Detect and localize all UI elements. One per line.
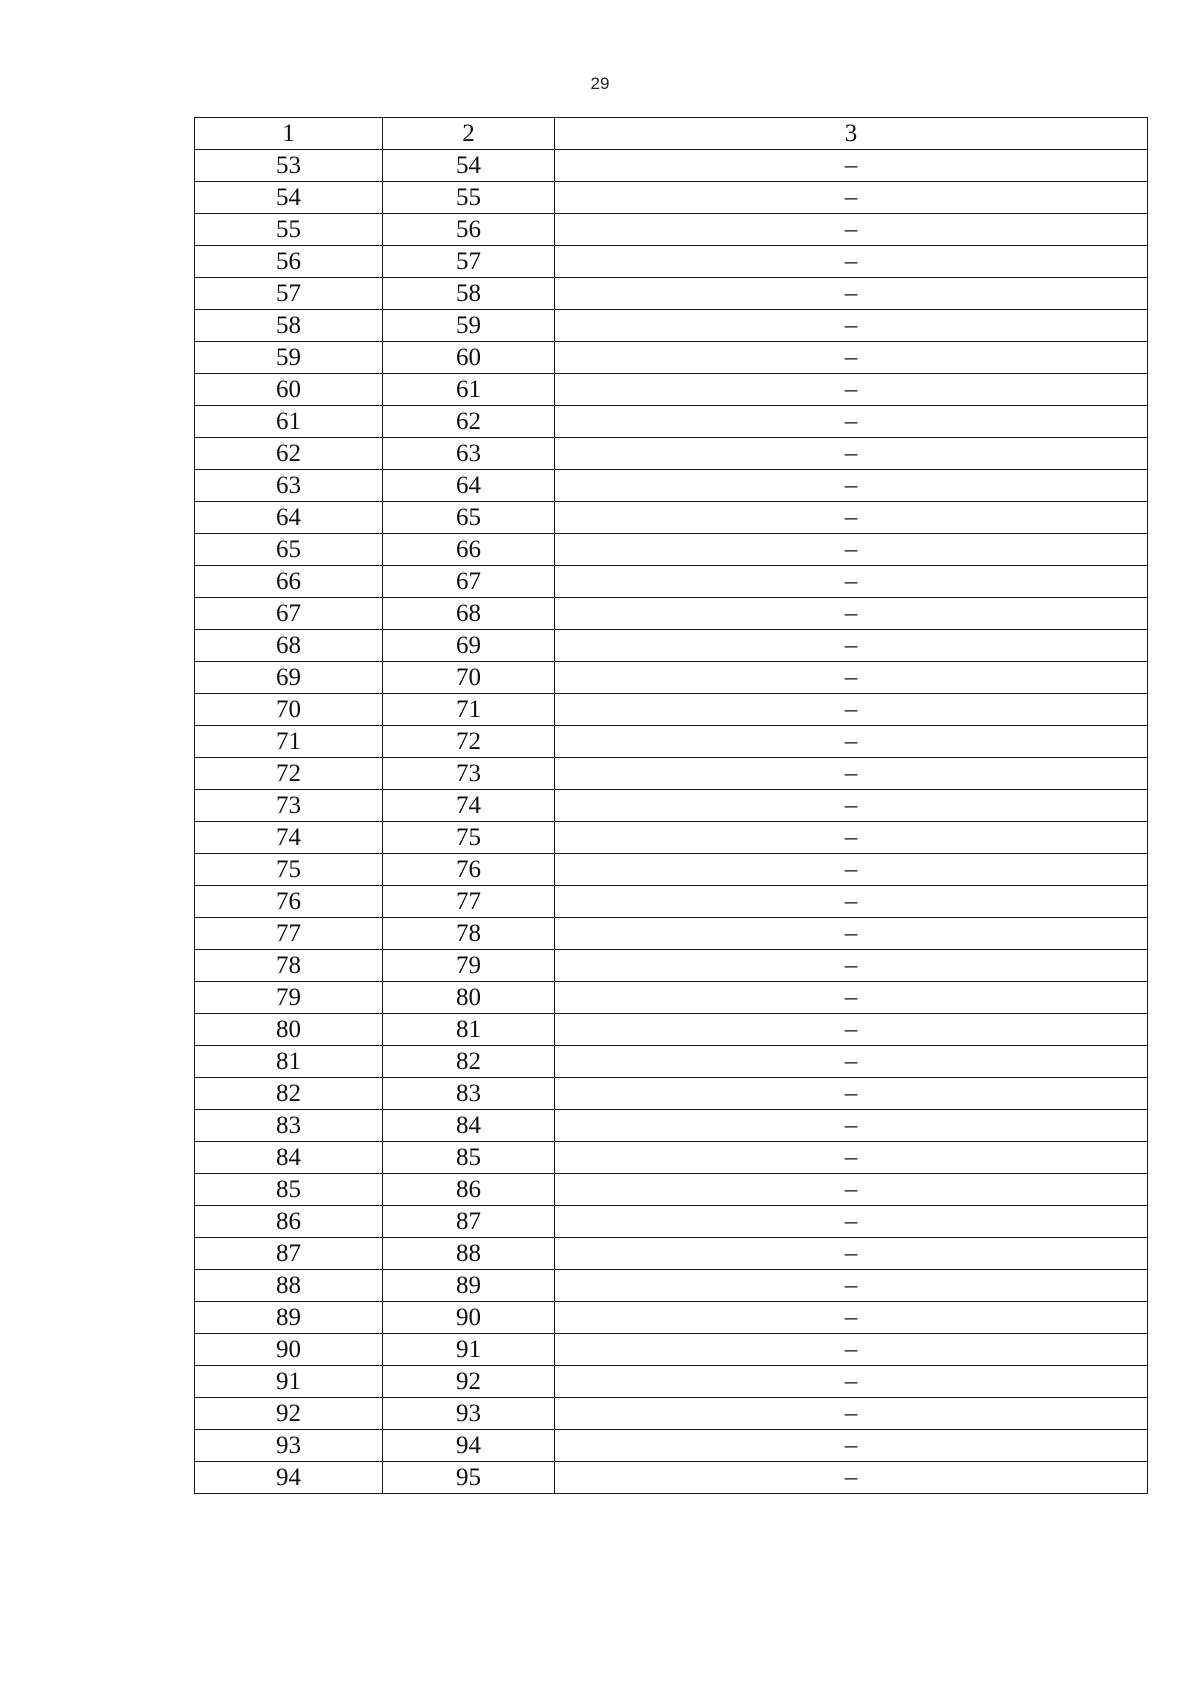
cell-col-3: –: [555, 630, 1148, 662]
table-row: [195, 1014, 1148, 1046]
cell-col-1: 81: [195, 1046, 383, 1078]
cell-col-3: –: [555, 1046, 1148, 1078]
cell-col-2: 90: [383, 1302, 555, 1334]
cell-col-3: –: [555, 534, 1148, 566]
cell-col-2: 66: [383, 534, 555, 566]
page-number: 29: [590, 74, 610, 93]
cell-col-2: 69: [383, 630, 555, 662]
cell-col-1: 67: [195, 598, 383, 630]
cell-col-3: –: [555, 502, 1148, 534]
table-row: [195, 342, 1148, 374]
cell-col-2: 85: [383, 1142, 555, 1174]
cell-col-1: 71: [195, 726, 383, 758]
cell-col-1: 76: [195, 886, 383, 918]
cell-col-3: –: [555, 1238, 1148, 1270]
cell-col-3: –: [555, 790, 1148, 822]
cell-col-3: –: [555, 1110, 1148, 1142]
cell-col-2: 76: [383, 854, 555, 886]
cell-col-2: 82: [383, 1046, 555, 1078]
column-header-3: 3: [555, 118, 1148, 150]
cell-col-2: 75: [383, 822, 555, 854]
cell-col-1: 55: [195, 214, 383, 246]
cell-col-3: –: [555, 406, 1148, 438]
cell-col-2: 59: [383, 310, 555, 342]
cell-col-1: 60: [195, 374, 383, 406]
cell-col-1: 93: [195, 1430, 383, 1462]
cell-col-1: 94: [195, 1462, 383, 1494]
cell-col-2: 74: [383, 790, 555, 822]
cell-col-3: –: [555, 374, 1148, 406]
cell-col-3: –: [555, 662, 1148, 694]
cell-col-2: 58: [383, 278, 555, 310]
table-row: [195, 1078, 1148, 1110]
cell-col-2: 86: [383, 1174, 555, 1206]
cell-col-3: –: [555, 470, 1148, 502]
cell-col-1: 61: [195, 406, 383, 438]
cell-col-2: 60: [383, 342, 555, 374]
column-header-2: 2: [383, 118, 555, 150]
cell-col-2: 62: [383, 406, 555, 438]
table-row: [195, 1110, 1148, 1142]
cell-col-1: 56: [195, 246, 383, 278]
cell-col-2: 70: [383, 662, 555, 694]
table-row: [195, 310, 1148, 342]
table-row: [195, 630, 1148, 662]
cell-col-1: 54: [195, 182, 383, 214]
cell-col-1: 58: [195, 310, 383, 342]
column-header-1: 1: [195, 118, 383, 150]
cell-col-2: 83: [383, 1078, 555, 1110]
cell-col-2: 57: [383, 246, 555, 278]
cell-col-1: 79: [195, 982, 383, 1014]
cell-col-1: 59: [195, 342, 383, 374]
table-row: [195, 950, 1148, 982]
cell-col-1: 80: [195, 1014, 383, 1046]
cell-col-2: 68: [383, 598, 555, 630]
cell-col-3: –: [555, 950, 1148, 982]
cell-col-3: –: [555, 854, 1148, 886]
table-row: [195, 246, 1148, 278]
cell-col-3: –: [555, 1078, 1148, 1110]
cell-col-1: 78: [195, 950, 383, 982]
table-body: [195, 118, 1148, 1494]
table-row: [195, 406, 1148, 438]
table-row: [195, 1366, 1148, 1398]
cell-col-2: 64: [383, 470, 555, 502]
cell-col-3: –: [555, 886, 1148, 918]
cell-col-1: 83: [195, 1110, 383, 1142]
cell-col-3: –: [555, 758, 1148, 790]
table-row: [195, 1174, 1148, 1206]
table-row: [195, 278, 1148, 310]
cell-col-1: 70: [195, 694, 383, 726]
table-row: [195, 694, 1148, 726]
table-row: [195, 1462, 1148, 1494]
cell-col-2: 71: [383, 694, 555, 726]
header-row: [195, 118, 1148, 150]
table-row: [195, 1270, 1148, 1302]
cell-col-3: –: [555, 182, 1148, 214]
cell-col-3: –: [555, 726, 1148, 758]
cell-col-2: 88: [383, 1238, 555, 1270]
cell-col-3: –: [555, 822, 1148, 854]
cell-col-1: 87: [195, 1238, 383, 1270]
table-row: [195, 886, 1148, 918]
cell-col-2: 63: [383, 438, 555, 470]
table-row: [195, 1046, 1148, 1078]
cell-col-1: 90: [195, 1334, 383, 1366]
cell-col-2: 81: [383, 1014, 555, 1046]
cell-col-1: 91: [195, 1366, 383, 1398]
cell-col-1: 85: [195, 1174, 383, 1206]
cell-col-3: –: [555, 1430, 1148, 1462]
table-row: [195, 854, 1148, 886]
cell-col-1: 72: [195, 758, 383, 790]
cell-col-3: –: [555, 1366, 1148, 1398]
cell-col-2: 95: [383, 1462, 555, 1494]
table-row: [195, 1142, 1148, 1174]
table-row: [195, 1206, 1148, 1238]
cell-col-1: 68: [195, 630, 383, 662]
cell-col-3: –: [555, 598, 1148, 630]
cell-col-3: –: [555, 1174, 1148, 1206]
cell-col-2: 72: [383, 726, 555, 758]
cell-col-2: 77: [383, 886, 555, 918]
cell-col-2: 84: [383, 1110, 555, 1142]
table-row: [195, 790, 1148, 822]
cell-col-3: –: [555, 566, 1148, 598]
cell-col-1: 65: [195, 534, 383, 566]
cell-col-3: –: [555, 278, 1148, 310]
cell-col-3: –: [555, 1014, 1148, 1046]
cell-col-2: 92: [383, 1366, 555, 1398]
cell-col-1: 63: [195, 470, 383, 502]
cell-col-2: 87: [383, 1206, 555, 1238]
cell-col-3: –: [555, 246, 1148, 278]
cell-col-2: 79: [383, 950, 555, 982]
table-row: [195, 1430, 1148, 1462]
table-row: [195, 662, 1148, 694]
cell-col-1: 84: [195, 1142, 383, 1174]
data-table: [194, 117, 1148, 1494]
table-row: [195, 918, 1148, 950]
cell-col-3: –: [555, 342, 1148, 374]
cell-col-1: 73: [195, 790, 383, 822]
cell-col-1: 53: [195, 150, 383, 182]
cell-col-1: 86: [195, 1206, 383, 1238]
cell-col-2: 56: [383, 214, 555, 246]
cell-col-2: 61: [383, 374, 555, 406]
cell-col-2: 94: [383, 1430, 555, 1462]
cell-col-3: –: [555, 150, 1148, 182]
cell-col-3: –: [555, 982, 1148, 1014]
table-row: [195, 534, 1148, 566]
cell-col-2: 80: [383, 982, 555, 1014]
table-row: [195, 374, 1148, 406]
cell-col-3: –: [555, 1302, 1148, 1334]
cell-col-3: –: [555, 438, 1148, 470]
table-row: [195, 822, 1148, 854]
cell-col-2: 89: [383, 1270, 555, 1302]
cell-col-3: –: [555, 918, 1148, 950]
cell-col-3: –: [555, 694, 1148, 726]
cell-col-3: –: [555, 1462, 1148, 1494]
cell-col-3: –: [555, 1206, 1148, 1238]
cell-col-1: 88: [195, 1270, 383, 1302]
cell-col-3: –: [555, 1334, 1148, 1366]
table-row: [195, 1334, 1148, 1366]
table-row: [195, 214, 1148, 246]
cell-col-3: –: [555, 310, 1148, 342]
cell-col-1: 64: [195, 502, 383, 534]
table-row: [195, 1302, 1148, 1334]
cell-col-2: 73: [383, 758, 555, 790]
cell-col-3: –: [555, 1398, 1148, 1430]
cell-col-2: 65: [383, 502, 555, 534]
cell-col-1: 69: [195, 662, 383, 694]
cell-col-1: 62: [195, 438, 383, 470]
table-row: [195, 758, 1148, 790]
cell-col-1: 66: [195, 566, 383, 598]
table-row: [195, 982, 1148, 1014]
table-row: [195, 598, 1148, 630]
table-row: [195, 182, 1148, 214]
table-row: [195, 150, 1148, 182]
table-row: [195, 1398, 1148, 1430]
cell-col-2: 55: [383, 182, 555, 214]
table-row: [195, 726, 1148, 758]
cell-col-2: 93: [383, 1398, 555, 1430]
cell-col-2: 78: [383, 918, 555, 950]
cell-col-3: –: [555, 1142, 1148, 1174]
cell-col-3: –: [555, 1270, 1148, 1302]
cell-col-2: 54: [383, 150, 555, 182]
cell-col-2: 91: [383, 1334, 555, 1366]
table-row: [195, 438, 1148, 470]
cell-col-1: 57: [195, 278, 383, 310]
table-row: [195, 470, 1148, 502]
cell-col-1: 92: [195, 1398, 383, 1430]
cell-col-1: 89: [195, 1302, 383, 1334]
cell-col-3: –: [555, 214, 1148, 246]
cell-col-1: 75: [195, 854, 383, 886]
cell-col-1: 74: [195, 822, 383, 854]
cell-col-1: 82: [195, 1078, 383, 1110]
cell-col-1: 77: [195, 918, 383, 950]
table-row: [195, 502, 1148, 534]
table-row: [195, 566, 1148, 598]
table-row: [195, 1238, 1148, 1270]
cell-col-2: 67: [383, 566, 555, 598]
